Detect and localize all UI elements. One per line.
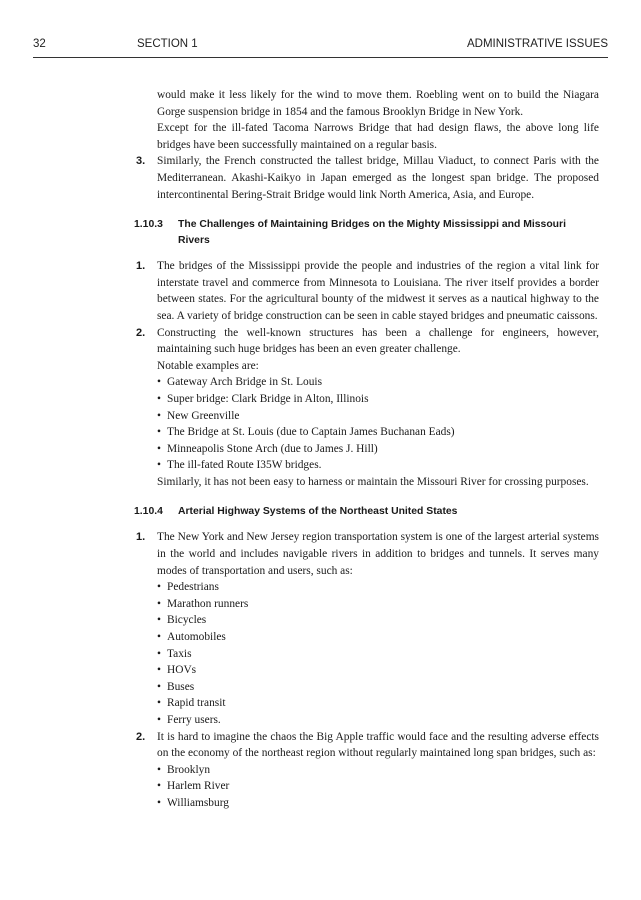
page-body bbox=[134, 87, 599, 812]
section-title: The Challenges of Maintaining Bridges on the Mighty Mississippi and Missouri Rivers bbox=[178, 219, 566, 247]
item-text: Similarly, the French constructed the tallest bridge, Millau Viaduct, to connect Paris with the Mediterranean. Akashi-Kaikyo in Japan emerged as the longest span bridge. The proposed intercontinental Bering-Strait Bridge would link North America, Asia, and Europe. bbox=[157, 155, 599, 201]
intro-paragraph-2: Except for the ill-fated Tacoma Narrows Bridge that had design flaws, the above long life bridges have been successfully maintained on a regular basis. bbox=[157, 122, 599, 151]
sec1103-item-1 bbox=[136, 258, 599, 324]
page-number: 32 bbox=[33, 38, 46, 50]
list-item: • Rapid transit bbox=[157, 695, 599, 712]
long-span-bridges-list bbox=[157, 762, 599, 812]
item-text: Constructing the well-known structures has been a challenge for engineers, however, maintaining such huge bridges has been an even greater challenge. bbox=[157, 326, 599, 356]
list-item: • Marathon runners bbox=[157, 596, 599, 613]
list-item: • New Greenville bbox=[157, 408, 599, 425]
item-number: 1. bbox=[136, 531, 146, 544]
list-item: • The ill-fated Route I35W bridges. bbox=[157, 457, 599, 474]
list-item: • Williamsburg bbox=[157, 795, 599, 812]
item-text: It is hard to imagine the chaos the Big Apple traffic would face and the resulting adverse effects on the economy of the northeast region without regularly maintained long span bridges, such as: bbox=[157, 730, 599, 760]
header-rule bbox=[33, 57, 608, 58]
section-title: Arterial Highway Systems of the Northeast United States bbox=[178, 506, 458, 518]
notable-examples-label: Notable examples are: bbox=[157, 359, 259, 372]
list-item: • Taxis bbox=[157, 646, 599, 663]
list-item: • Super bridge: Clark Bridge in Alton, Illinois bbox=[157, 391, 599, 408]
item-number: 2. bbox=[136, 730, 146, 743]
list-item: • The Bridge at St. Louis (due to Captain James Buchanan Eads) bbox=[157, 424, 599, 441]
list-item: • Gateway Arch Bridge in St. Louis bbox=[157, 374, 599, 391]
running-title: ADMINISTRATIVE ISSUES bbox=[466, 38, 608, 50]
intro-paragraph-1: would make it less likely for the wind to move them. Roebling went on to build the Niagara Gorge suspension bridge in 1854 and the famous Brooklyn Bridge in New York. bbox=[157, 89, 599, 118]
section-number: 1.10.4 bbox=[134, 506, 163, 518]
list-item: • Harlem River bbox=[157, 778, 599, 795]
list-item: • Ferry users. bbox=[157, 712, 599, 729]
intro-item-3 bbox=[136, 153, 599, 203]
sec1104-item-2 bbox=[136, 729, 599, 812]
item-number: 3. bbox=[136, 155, 146, 168]
sec1104-item-1 bbox=[136, 529, 599, 728]
transport-users-list bbox=[157, 579, 599, 728]
closing-paragraph: Similarly, it has not been easy to harness or maintain the Missouri River for crossing purposes. bbox=[157, 475, 589, 488]
section-heading-1-10-3 bbox=[134, 217, 599, 249]
page-header bbox=[33, 38, 608, 54]
item-text: The bridges of the Mississippi provide the people and industries of the region a vital link for interstate travel and commerce from Minnesota to Louisiana. The river itself provides a border between states. For the agricultural bounty of the midwest it serves as a nautical highway to the sea. A variety of bridge construction can be seen in cable stayed bridges and pneumatic caissons. bbox=[157, 260, 599, 322]
list-item: • Automobiles bbox=[157, 629, 599, 646]
item-text: The New York and New Jersey region transportation system is one of the largest arterial systems in the world and includes navigable rivers in addition to bridges and tunnels. It serves many modes of transportation and users, such as: bbox=[157, 531, 599, 577]
sec1103-item-2 bbox=[136, 325, 599, 491]
list-item: • Brooklyn bbox=[157, 762, 599, 779]
list-item: • Bicycles bbox=[157, 612, 599, 629]
list-item: • Pedestrians bbox=[157, 579, 599, 596]
list-item: • Minneapolis Stone Arch (due to James J. Hill) bbox=[157, 441, 599, 458]
section-heading-1-10-4 bbox=[134, 504, 599, 520]
list-item: • HOVs bbox=[157, 662, 599, 679]
item-number: 2. bbox=[136, 326, 146, 339]
section-number: 1.10.3 bbox=[134, 219, 163, 231]
notable-bridges-list bbox=[157, 374, 599, 474]
list-item: • Buses bbox=[157, 679, 599, 696]
section-label: SECTION 1 bbox=[137, 38, 198, 50]
item-number: 1. bbox=[136, 260, 146, 273]
